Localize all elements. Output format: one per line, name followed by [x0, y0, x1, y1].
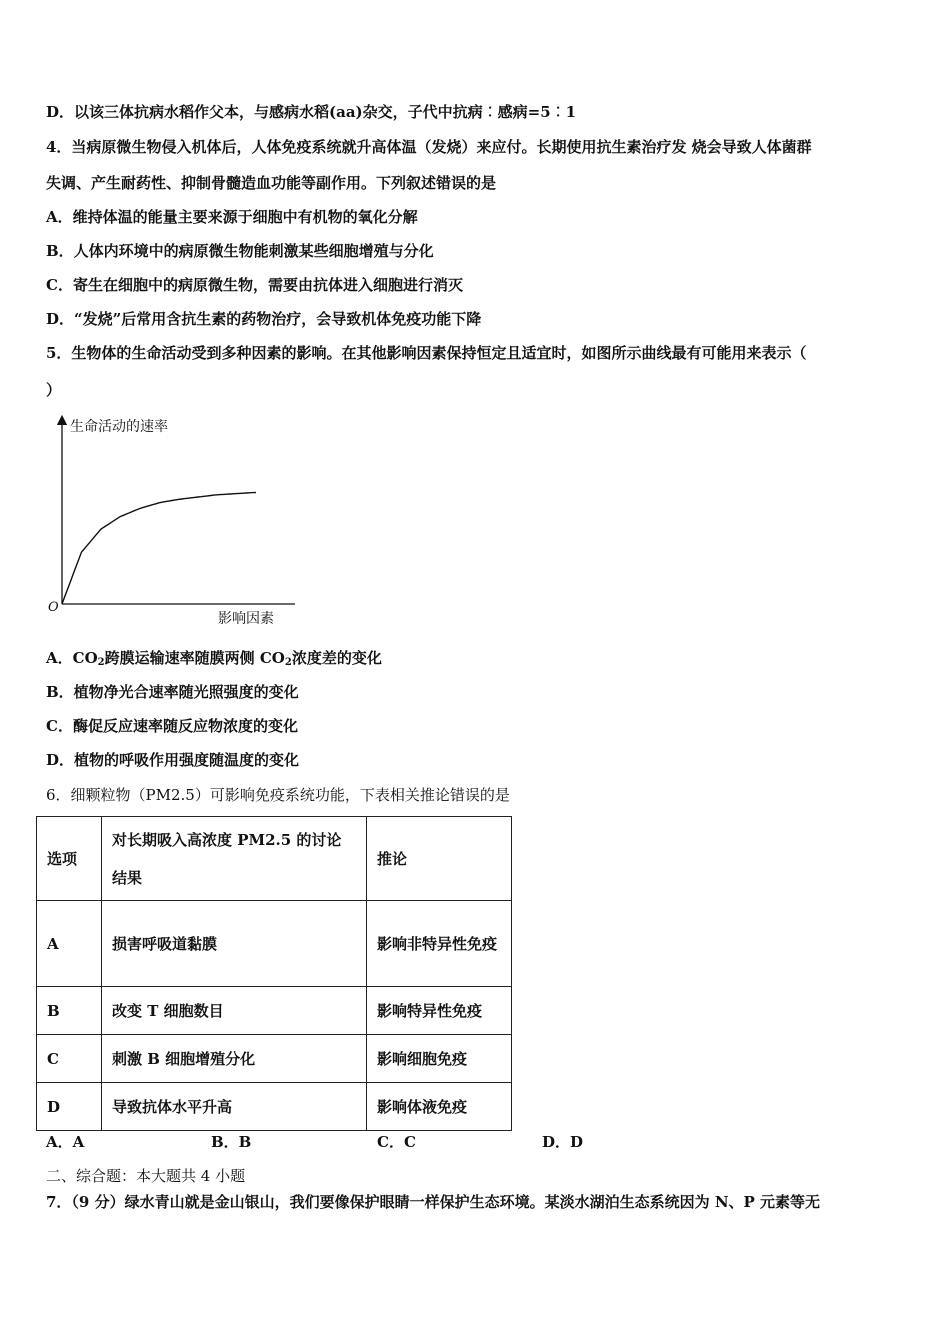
q5-option-b: B．植物净光合速率随光照强度的变化 — [46, 683, 299, 701]
q5-option-c: C．酶促反应速率随反应物浓度的变化 — [46, 717, 298, 735]
header-cell: 选项 — [37, 817, 102, 901]
y-axis-label: 生命活动的速率 — [70, 419, 168, 435]
q6-answer-d: D．D — [542, 1133, 584, 1151]
section-heading: 二、综合题：本大题共 4 小题 — [46, 1167, 246, 1185]
x-axis-label: 影响因素 — [218, 611, 274, 627]
table-cell: 影响非特异性免疫 — [367, 901, 512, 987]
table-cell: 影响体液免疫 — [367, 1083, 512, 1131]
q4-stem-line1: 4．当病原微生物侵入机体后，人体免疫系统就升高体温（发烧）来应付。长期使用抗生素治疗发 烧会导致人体菌群 — [46, 138, 812, 156]
origin-label: O — [48, 600, 59, 615]
table-cell: 改变 T 细胞数目 — [102, 987, 367, 1035]
q4-option-b: B．人体内环境中的病原微生物能刺激某些细胞增殖与分化 — [46, 242, 434, 260]
q6-stem: 6．细颗粒物（PM2.5）可影响免疫系统功能，下表相关推论错误的是 — [46, 786, 510, 804]
table-cell: 影响特异性免疫 — [367, 987, 512, 1035]
q4-option-d: D．“发烧”后常用含抗生素的药物治疗，会导致机体免疫功能下降 — [46, 310, 482, 328]
q5-option-a — [46, 648, 382, 673]
table-cell: A — [37, 901, 102, 987]
table-header-row — [37, 817, 512, 901]
q5-option-a-mid: 跨膜运输速率随膜两侧 CO — [104, 649, 285, 667]
q5-option-d: D．植物的呼吸作用强度随温度的变化 — [46, 751, 300, 769]
q3-option-d: D．以该三体抗病水稻作父本，与感病水稻(aa)杂交，子代中抗病︰感病=5︰1 — [46, 103, 577, 121]
q5-chart — [40, 412, 300, 630]
q5-option-a-post: 浓度差的变化 — [291, 649, 382, 667]
q5-stem-line2: ） — [46, 381, 62, 399]
table-row — [37, 1083, 512, 1131]
q5-option-a-pre: A．CO — [46, 649, 98, 667]
table-cell: B — [37, 987, 102, 1035]
q4-option-c: C．寄生在细胞中的病原微生物，需要由抗体进入细胞进行消灭 — [46, 276, 463, 294]
subscript: 2 — [284, 657, 292, 668]
q4-option-a: A．维持体温的能量主要来源于细胞中有机物的氧化分解 — [46, 208, 418, 226]
q5-stem-line1: 5．生物体的生命活动受到多种因素的影响。在其他影响因素保持恒定且适宜时，如图所示曲线最有可能用来表示（ — [46, 344, 807, 362]
q7-stem-line1: 7．（9 分）绿水青山就是金山银山，我们要像保护眼睛一样保护生态环境。某淡水湖泊生态系统因为 N、P 元素等无 — [46, 1193, 821, 1211]
table-cell: C — [37, 1035, 102, 1083]
table-cell: 损害呼吸道黏膜 — [102, 901, 367, 987]
table-row — [37, 1035, 512, 1083]
table-cell: 影响细胞免疫 — [367, 1035, 512, 1083]
q6-table — [36, 816, 512, 1131]
subscript: 2 — [97, 657, 105, 668]
table-cell: 刺激 B 细胞增殖分化 — [102, 1035, 367, 1083]
table-row — [37, 901, 512, 987]
q6-answer-b: B．B — [211, 1133, 252, 1151]
q6-answer-c: C．C — [377, 1133, 416, 1151]
q4-stem-line2: 失调、产生耐药性、抑制骨髓造血功能等副作用。下列叙述错误的是 — [46, 174, 497, 192]
table-row — [37, 987, 512, 1035]
table-cell: D — [37, 1083, 102, 1131]
curve-line — [62, 493, 256, 605]
header-cell: 对长期吸入高浓度 PM2.5 的讨论结果 — [102, 817, 367, 901]
table-cell: 导致抗体水平升高 — [102, 1083, 367, 1131]
header-cell: 推论 — [367, 817, 512, 901]
q6-answer-a: A．A — [46, 1133, 85, 1151]
